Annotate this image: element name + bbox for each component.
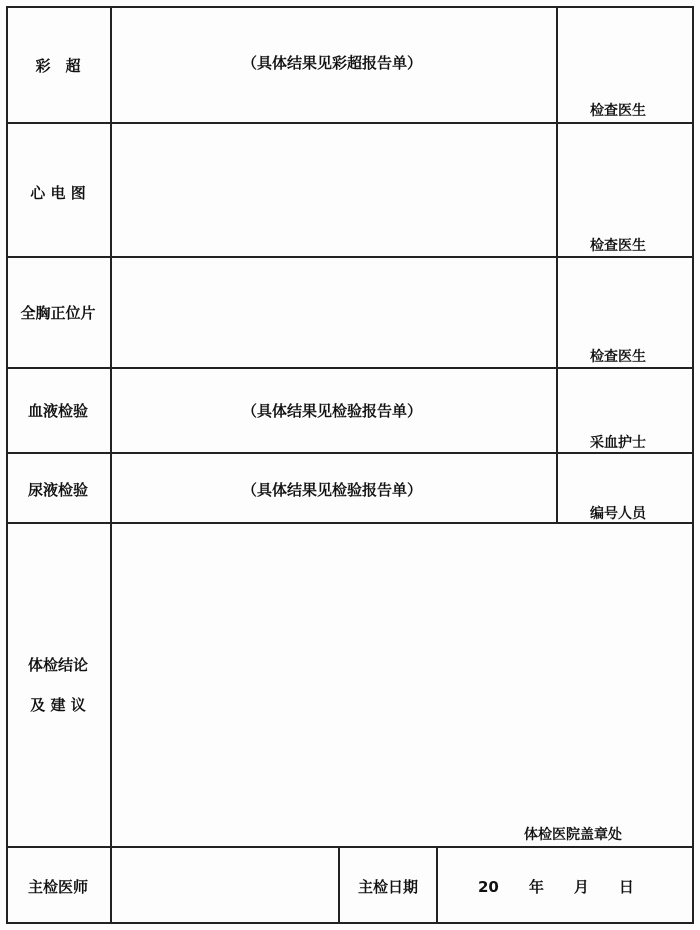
signer-column-divider	[556, 6, 558, 522]
blood-test-label: 血液检验	[27, 402, 88, 420]
blood-test-note: （具体结果见检验报告单）	[241, 402, 422, 420]
blood-test-signer: 采血护士	[590, 435, 646, 451]
color-ultrasound-note: （具体结果见彩超报告单）	[241, 54, 422, 72]
color-ultrasound-label: 彩 超	[35, 57, 81, 75]
conclusion-label-line1: 体检结论	[27, 656, 88, 674]
ecg-signer: 检查医生	[590, 238, 646, 254]
urine-test-signer: 编号人员	[590, 506, 646, 522]
chest-xray-signer: 检查医生	[590, 349, 646, 365]
conclusion-label-line2: 及 建 议	[30, 696, 86, 714]
color-ultrasound-signer: 检查医生	[590, 103, 646, 119]
date-field: 20 年 月 日	[478, 878, 634, 896]
urine-test-note: （具体结果见检验报告单）	[241, 481, 422, 499]
chief-date-label: 主检日期	[357, 878, 418, 896]
chief-doctor-label: 主检医师	[27, 878, 88, 896]
label-column-divider	[110, 6, 112, 924]
urine-test-label: 尿液检验	[27, 481, 88, 499]
ecg-label: 心 电 图	[30, 184, 86, 202]
chest-xray-label: 全胸正位片	[20, 304, 96, 322]
hospital-stamp-area: 体检医院盖章处	[524, 827, 622, 843]
